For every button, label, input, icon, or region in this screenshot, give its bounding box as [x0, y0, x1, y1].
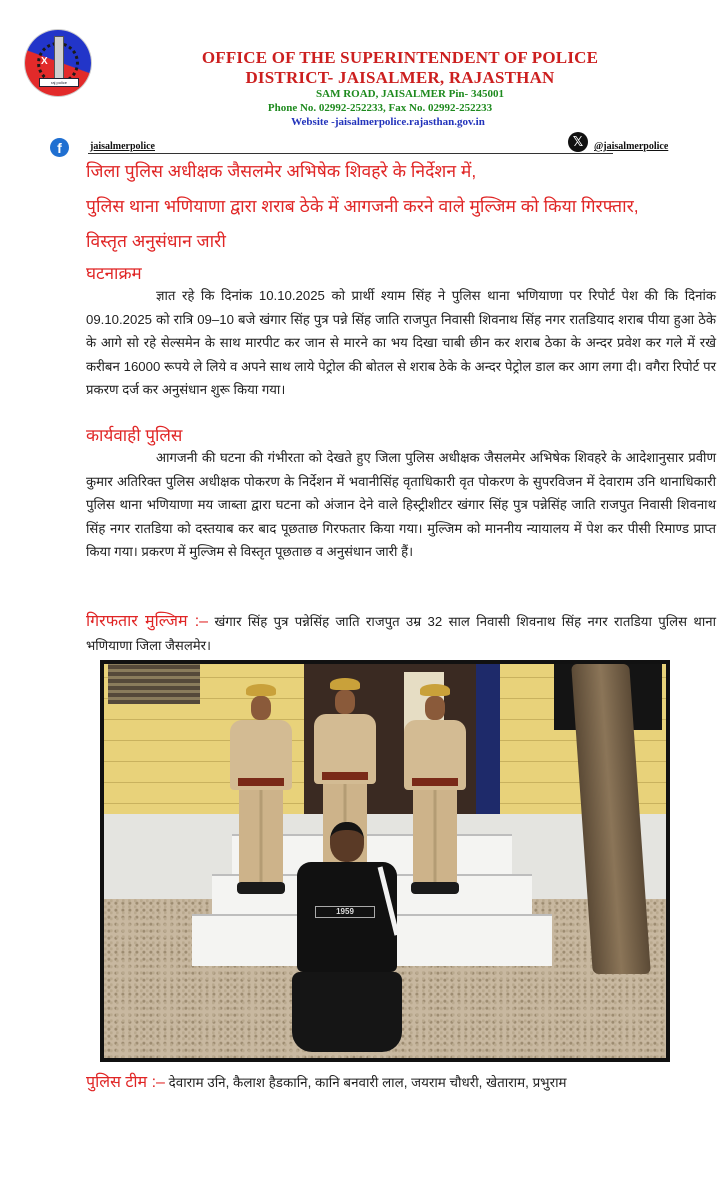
office-title: OFFICE OF THE SUPERINTENDENT OF POLICE [201, 48, 599, 67]
police-team-members: देवाराम उनि, कैलाश हैडकानि, कानि बनवारी लाल, जयराम चौधरी, खेताराम, प्रभुराम [168, 1075, 567, 1090]
office-address: SAM ROAD, JAISALMER Pin- 345001 [316, 88, 504, 100]
social-media-row [48, 136, 688, 158]
arrest-photo [100, 660, 670, 1062]
photo-window-left [108, 664, 200, 704]
section-heading-police-action: कार्यवाही पुलिस [86, 426, 183, 445]
arrested-accused-block [86, 610, 716, 657]
section-heading-incident: घटनाक्रम [86, 264, 142, 283]
headline-line-2: पुलिस थाना भणियाणा द्वारा शराब ठेके में आगजनी करने वाले मुल्जिम को किया गिरफ्तार, [86, 196, 639, 216]
office-website[interactable]: Website -jaisalmerpolice.rajasthan.gov.in [291, 116, 485, 128]
photo-officer-left [230, 684, 292, 894]
emblem-ribbon: raj police [39, 78, 79, 87]
police-team-label: पुलिस टीम :– [86, 1074, 165, 1091]
office-phone-fax: Phone No. 02992-252233, Fax No. 02992-252233 [267, 102, 493, 114]
arrested-label: गिरफतार मुल्जिम :– [86, 613, 209, 630]
shirt-print: 1959 [315, 906, 375, 918]
x-handle-link[interactable]: @jaisalmerpolice [594, 141, 669, 152]
emblem-pillar [54, 36, 64, 80]
section-body-incident: ज्ञात रहे कि दिनांक 10.10.2025 को प्रार्थी श्याम सिंह ने पुलिस थाना भणियाणा पर रिपोर्ट पेश की कि दिनांक 09.10.2025 को रात्रि 09–10 बजे खंगार सिंह पुत्र पन्ने सिंह जाति राजपुत निवासी शिवनाथ सिंह नगर रातडियाद शराब पीया हुआ ठेके के आगे सो रहे सेल्समेन के साथ मारपीट कर जान से मारने का भय दिखा चाबी छीन कर शराब ठेका के अन्दर प्रवेश कर गले में रखे करीबन 16000 रूपये ले लिये व अपने साथ लाये पेट्रोल की बोतल से शराब ठेके के अन्दर पेट्रोल डाल कर आग लगा दी। वगैरा रिपोर्ट पर प्रकरण दर्ज कर अनुसंधान शुरू किया गया। [86, 288, 716, 397]
photo-kneeling-accused [297, 822, 397, 1052]
header-divider [88, 153, 613, 154]
photo-blue-door [476, 664, 500, 824]
facebook-icon[interactable]: f [50, 138, 69, 157]
photo-officer-right [404, 684, 466, 894]
emblem-crossed-mark: X [41, 56, 48, 67]
headline-line-3: विस्तृत अनुसंधान जारी [86, 231, 226, 251]
district-title: DISTRICT- JAISALMER, RAJASTHAN [245, 68, 555, 87]
arrested-details: खंगार सिंह पुत्र पन्नेसिंह जाति राजपुत उम्र 32 साल निवासी शिवनाथ सिंह नगर रातडिया पुलिस थाना भणियाणा जिला जैसलमेर। [86, 614, 717, 653]
headline-line-1: जिला पुलिस अधीक्षक जैसलमेर अभिषेक शिवहरे के निर्देशन में, [86, 161, 477, 181]
x-twitter-icon[interactable]: 𝕏 [568, 132, 588, 152]
facebook-handle-link[interactable]: jaisalmerpolice [90, 141, 155, 152]
police-team-block [86, 1072, 726, 1094]
police-emblem-logo [25, 30, 91, 96]
section-body-police-action: आगजनी की घटना की गंभीरता को देखते हुए जिला पुलिस अधीक्षक जैसलमेर अभिषेक शिवहरे के आदेशानुसार प्रवीण कुमार अतिरिक्त पुलिस अधीक्षक पोकरण के निर्देशन में भवानीसिंह वृताधिकारी वृत पोकरण के सुपरविजन में देवाराम उनि थानाधिकारी पुलिस थाना भणियाणा मय जाब्ता द्वारा घटना को अंजान देने वाले हिस्ट्रीशीटर खंगार सिंह पुत्र पन्नेसिंह जाति राजपुत निवासी शिवनाथ सिंह नगर रातडिया को दस्तयाब कर बाद पूछताछ गिरफतार किया गया। मुल्जिम को माननीय न्यायालय में पेश कर पीसी रिमाण्ड प्राप्त किया गया। प्रकरण में मुल्जिम से विस्तृत पूछताछ व अनुसंधान जारी हैं। [86, 450, 716, 559]
